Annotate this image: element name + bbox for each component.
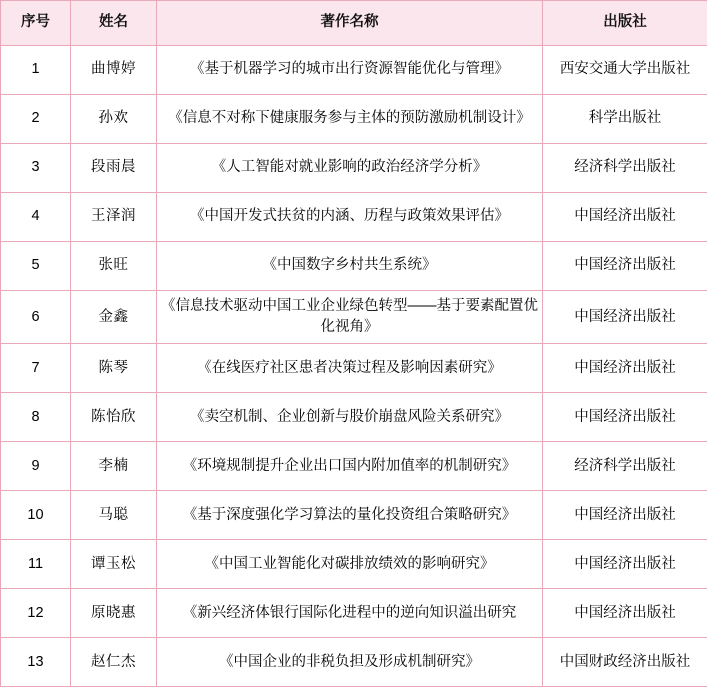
cell-publisher: 中国经济出版社 <box>543 291 707 344</box>
table-row <box>1 95 707 144</box>
table-row <box>1 291 707 344</box>
cell-publisher: 科学出版社 <box>543 95 707 144</box>
cell-title: 《在线医疗社区患者决策过程及影响因素研究》 <box>157 344 543 393</box>
cell-index: 2 <box>1 95 71 144</box>
cell-publisher: 经济科学出版社 <box>543 442 707 491</box>
cell-name: 段雨晨 <box>71 144 157 193</box>
cell-index: 5 <box>1 242 71 291</box>
cell-title: 《中国开发式扶贫的内涵、历程与政策效果评估》 <box>157 193 543 242</box>
cell-index: 8 <box>1 393 71 442</box>
cell-name: 原晓惠 <box>71 589 157 638</box>
column-header-publisher: 出版社 <box>543 1 707 46</box>
cell-index: 9 <box>1 442 71 491</box>
cell-publisher: 西安交通大学出版社 <box>543 46 707 95</box>
cell-publisher: 中国经济出版社 <box>543 242 707 291</box>
table-row <box>1 540 707 589</box>
cell-name: 张旺 <box>71 242 157 291</box>
cell-name: 马聪 <box>71 491 157 540</box>
cell-index: 4 <box>1 193 71 242</box>
cell-publisher: 中国经济出版社 <box>543 491 707 540</box>
cell-index: 10 <box>1 491 71 540</box>
cell-index: 1 <box>1 46 71 95</box>
cell-publisher: 中国经济出版社 <box>543 540 707 589</box>
cell-publisher: 中国经济出版社 <box>543 344 707 393</box>
cell-publisher: 中国经济出版社 <box>543 193 707 242</box>
column-header-name: 姓名 <box>71 1 157 46</box>
table-header-row <box>1 1 707 46</box>
cell-index: 11 <box>1 540 71 589</box>
cell-publisher: 中国经济出版社 <box>543 589 707 638</box>
cell-name: 王泽润 <box>71 193 157 242</box>
cell-publisher: 中国经济出版社 <box>543 393 707 442</box>
table-row <box>1 589 707 638</box>
cell-name: 陈怡欣 <box>71 393 157 442</box>
cell-title: 《信息不对称下健康服务参与主体的预防激励机制设计》 <box>157 95 543 144</box>
cell-name: 李楠 <box>71 442 157 491</box>
cell-name: 金鑫 <box>71 291 157 344</box>
cell-title: 《中国企业的非税负担及形成机制研究》 <box>157 638 543 687</box>
cell-index: 3 <box>1 144 71 193</box>
column-header-title: 著作名称 <box>157 1 543 46</box>
table-row <box>1 46 707 95</box>
cell-title: 《卖空机制、企业创新与股价崩盘风险关系研究》 <box>157 393 543 442</box>
table-row <box>1 193 707 242</box>
cell-index: 13 <box>1 638 71 687</box>
cell-name: 谭玉松 <box>71 540 157 589</box>
cell-title: 《基于深度强化学习算法的量化投资组合策略研究》 <box>157 491 543 540</box>
cell-title: 《中国数字乡村共生系统》 <box>157 242 543 291</box>
table-body <box>1 46 707 687</box>
cell-title: 《信息技术驱动中国工业企业绿色转型——基于要素配置优化视角》 <box>157 291 543 344</box>
cell-publisher: 中国财政经济出版社 <box>543 638 707 687</box>
cell-name: 陈琴 <box>71 344 157 393</box>
table-row <box>1 144 707 193</box>
cell-index: 7 <box>1 344 71 393</box>
table-row <box>1 491 707 540</box>
table-row <box>1 344 707 393</box>
cell-title: 《环境规制提升企业出口国内附加值率的机制研究》 <box>157 442 543 491</box>
table-row <box>1 638 707 687</box>
cell-name: 曲博婷 <box>71 46 157 95</box>
table-row <box>1 442 707 491</box>
cell-name: 孙欢 <box>71 95 157 144</box>
column-header-index: 序号 <box>1 1 71 46</box>
cell-title: 《中国工业智能化对碳排放绩效的影响研究》 <box>157 540 543 589</box>
cell-publisher: 经济科学出版社 <box>543 144 707 193</box>
cell-index: 12 <box>1 589 71 638</box>
cell-index: 6 <box>1 291 71 344</box>
table-header <box>1 1 707 46</box>
cell-name: 赵仁杰 <box>71 638 157 687</box>
table-row <box>1 242 707 291</box>
cell-title: 《新兴经济体银行国际化进程中的逆向知识溢出研究 <box>157 589 543 638</box>
cell-title: 《人工智能对就业影响的政治经济学分析》 <box>157 144 543 193</box>
cell-title: 《基于机器学习的城市出行资源智能优化与管理》 <box>157 46 543 95</box>
table-row <box>1 393 707 442</box>
